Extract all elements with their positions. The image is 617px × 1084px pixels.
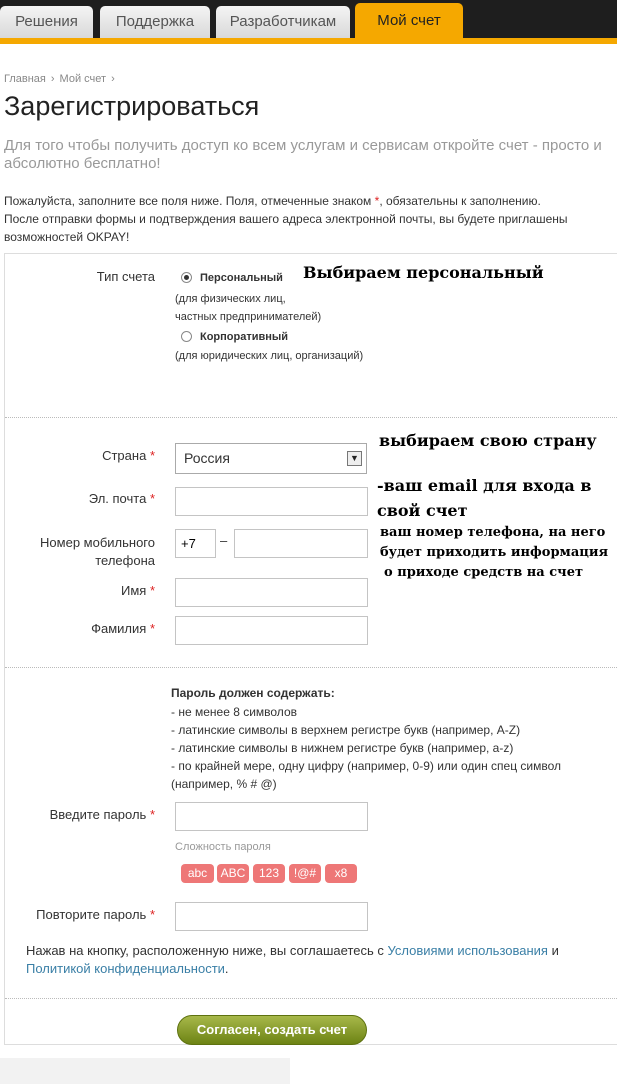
country-select[interactable] (175, 443, 367, 474)
phone-label: Номер мобильного телефона (40, 535, 155, 568)
password-strength-label: Сложность пароля (175, 841, 271, 853)
country-select-value: Россия (184, 450, 230, 466)
breadcrumb-separator-icon: › (50, 73, 55, 85)
strength-chip-special: !@# (289, 864, 321, 883)
list-item: - латинские символы в верхнем регистре букв (например, A-Z) (171, 723, 521, 737)
breadcrumb-my-account-link[interactable]: Мой счет (59, 73, 107, 85)
tab-solutions[interactable]: Решения (0, 6, 93, 38)
breadcrumb (4, 73, 120, 85)
note-text: Пожалуйста, заполните все поля ниже. Поля, отмеченные знаком (4, 194, 375, 208)
required-mark: * (374, 194, 380, 208)
annotation-personal: Выбираем персональный (303, 263, 544, 282)
breadcrumb-separator-icon: › (111, 73, 115, 85)
submit-button[interactable]: Согласен, создать счет (177, 1015, 367, 1045)
form-divider (5, 998, 617, 999)
strength-chip-digits: 123 (253, 864, 285, 883)
page-title: Зарегистрироваться (4, 91, 260, 121)
country-label: Страна * (102, 448, 155, 463)
password-field[interactable] (175, 802, 368, 831)
password-label: Введите пароль * (49, 807, 155, 822)
list-item: (например, % # @) (171, 777, 277, 791)
option-corporate-label[interactable]: Корпоративный (200, 331, 289, 343)
name-field[interactable] (175, 578, 368, 607)
phone-code-field[interactable] (175, 529, 216, 558)
note-text: , обязательны к заполнению. (379, 194, 541, 208)
email-field[interactable] (175, 487, 368, 516)
list-item: - латинские символы в нижнем регистре букв (например, a-z) (171, 741, 514, 755)
annotation-email: -ваш email для входа в свой счет (377, 476, 592, 520)
tab-support[interactable]: Поддержка (100, 6, 210, 38)
option-personal-label[interactable]: Персональный (200, 272, 283, 284)
tab-my-account[interactable]: Мой счет (355, 3, 463, 38)
note-text: После отправки формы и подтверждения вашего адреса электронной почты, вы будете приглашены (4, 212, 568, 226)
strength-chip-uppercase: ABC (217, 864, 249, 883)
page-note (4, 192, 617, 246)
option-personal-desc: частных предпринимателей) (175, 311, 322, 323)
annotation-phone: ваш номер телефона, на него будет приходить информация о приходе средств на счет (380, 525, 609, 580)
privacy-link[interactable]: Политикой конфиденциальности (26, 961, 225, 976)
repeat-password-label: Повторите пароль * (36, 907, 155, 922)
annotation-country: выбираем свою страну (379, 431, 597, 450)
terms-text: Нажав на кнопку, расположенную ниже, вы соглашаетесь с Условиями использования и Политикой конфиденциальности. (26, 943, 559, 976)
top-nav-accent-line (0, 38, 617, 44)
radio-corporate[interactable] (181, 331, 192, 342)
password-rules-list (171, 703, 611, 793)
phone-dash: – (220, 533, 228, 548)
radio-personal[interactable] (181, 272, 192, 283)
name-label: Имя * (120, 583, 155, 598)
terms-link[interactable]: Условиями использования (387, 943, 548, 958)
strength-chip-lowercase: abc (181, 864, 214, 883)
option-corporate-desc: (для юридических лиц, организаций) (175, 350, 364, 362)
chevron-down-icon[interactable]: ▼ (347, 451, 362, 466)
footer-strip (0, 1058, 290, 1084)
strength-chip-length: x8 (325, 864, 357, 883)
account-type-label: Тип счета (96, 269, 155, 284)
page-lead: Для того чтобы получить доступ ко всем услугам и сервисам откройте счет - просто и абсолютно бесплатно! (4, 137, 602, 172)
list-item: - не менее 8 символов (171, 705, 297, 719)
password-rules-title: Пароль должен содержать: (171, 686, 335, 700)
list-item: - по крайней мере, одну цифру (например, 0-9) или один спец символ (171, 759, 562, 773)
phone-number-field[interactable] (234, 529, 368, 558)
form-divider (5, 667, 617, 668)
surname-field[interactable] (175, 616, 368, 645)
repeat-password-field[interactable] (175, 902, 368, 931)
tab-developers[interactable]: Разработчикам (216, 6, 350, 38)
breadcrumb-home-link[interactable]: Главная (4, 73, 46, 85)
note-text: возможностей OKPAY! (4, 230, 130, 244)
form-divider (5, 417, 617, 418)
email-label: Эл. почта * (88, 491, 155, 506)
option-personal-desc: (для физических лиц, (175, 293, 286, 305)
surname-label: Фамилия * (91, 621, 155, 636)
